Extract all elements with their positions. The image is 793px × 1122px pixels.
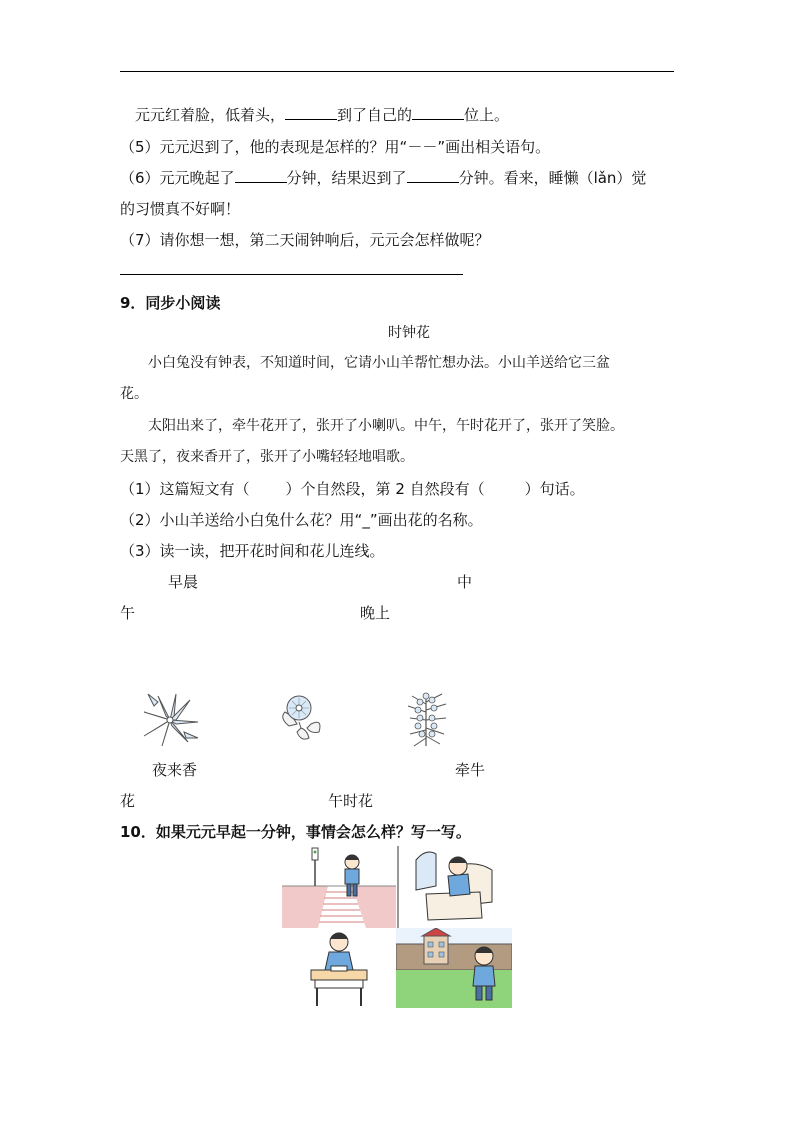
q8-sub7: （7）请你想一想，第二天闹钟响后，元元会怎样做呢？ [120, 231, 490, 249]
q9-sub1-text-c: ）句话。 [524, 480, 585, 498]
classroom-desk-scene [305, 928, 373, 1008]
passage-para2: 太阳出来了，牵牛花开了，张开了小喇叭。中午，午时花开了，张开了笑脸。 [148, 418, 624, 434]
time-evening[interactable]: 晚上 [360, 604, 391, 622]
q8-sub6-text-b: 分钟，结果迟到了 [286, 169, 407, 187]
flower-name-noon-flower[interactable]: 午时花 [328, 792, 374, 810]
answer-blank[interactable] [407, 168, 459, 183]
time-morning[interactable]: 早晨 [168, 573, 199, 591]
passage-para2-cont: 天黑了，夜来香开了，张开了小嘴轻轻地唱歌。 [120, 449, 414, 465]
q8-sub6-cont: 的习惯真不好啊！ [120, 200, 241, 218]
q9-sub1-text-a: （1）这篇短文有（ [120, 480, 250, 498]
q8-sub5: （5）元元迟到了，他的表现是怎样的？用“－－”画出相关语句。 [120, 138, 551, 156]
passage-para1: 小白兔没有钟表，不知道时间，它请小山羊帮忙想办法。小山羊送给它三盆 [148, 355, 610, 371]
top-rule [120, 71, 674, 72]
q8-text-a: 元元红着脸，低着头， [135, 106, 286, 124]
answer-blank[interactable] [235, 168, 287, 183]
time-noon-cont[interactable]: 午 [120, 604, 136, 622]
q9-sub1 [120, 478, 585, 499]
q9-sub2: （2）小山羊送给小白兔什么花？用“_”画出花的名称。 [120, 511, 483, 529]
time-noon[interactable]: 中 [457, 573, 473, 591]
q9-sub1-text-b: ）个自然段，第 2 自然段有（ [285, 480, 485, 498]
q8-sub6-text-a: （6）元元晚起了 [120, 169, 235, 187]
flower-name-morning-glory-cont[interactable]: 花 [120, 792, 136, 810]
q8-text-c: 位上。 [464, 106, 510, 124]
answer-blank[interactable] [412, 105, 464, 120]
answer-blank[interactable] [285, 105, 337, 120]
q8-answer-line[interactable] [120, 274, 463, 275]
q9-sub3: （3）读一读，把开花时间和花儿连线。 [120, 542, 385, 560]
passage-para1-cont: 花。 [120, 386, 148, 402]
q8-fill-line [135, 104, 509, 125]
tuberose-illustration[interactable] [140, 692, 202, 748]
flower-name-tuberose[interactable]: 夜来香 [152, 761, 198, 779]
flower-name-morning-glory[interactable]: 牵牛 [455, 761, 486, 779]
q8-text-b: 到了自己的 [337, 106, 413, 124]
school-scene [396, 928, 512, 1008]
noon-flower-illustration[interactable] [404, 690, 450, 748]
q10-heading: 10．如果元元早起一分钟，事情会怎么样？写一写。 [120, 823, 471, 841]
q8-sub6 [120, 167, 646, 188]
passage-title: 时钟花 [388, 325, 430, 341]
q9-heading: 9．同步小阅读 [120, 294, 221, 312]
bus-scene [396, 846, 512, 928]
crosswalk-scene [282, 846, 396, 928]
morning-glory-illustration[interactable] [275, 692, 327, 744]
q8-sub6-text-c: 分钟。看来，睡懒（lǎn）觉 [458, 169, 647, 187]
